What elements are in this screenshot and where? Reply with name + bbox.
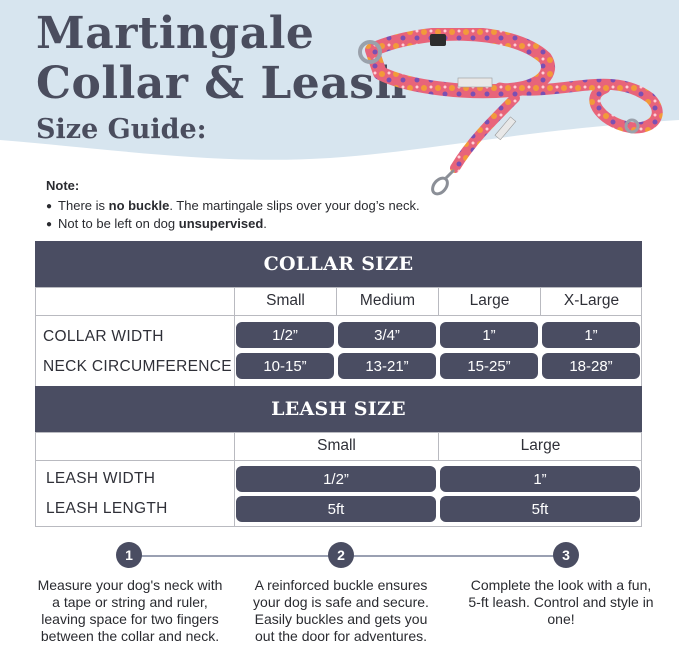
- divider: [35, 460, 642, 461]
- neck-circ-small: 10-15”: [236, 353, 334, 379]
- collar-width-large: 1”: [440, 322, 538, 348]
- collar-width-xlarge: 1”: [542, 322, 640, 348]
- step-1-text: Measure your dog's neck with a tape or string and ruler, leaving space for two fingers between the collar and neck.: [37, 577, 223, 644]
- collar-size-small: Small: [266, 292, 305, 309]
- leash-length-large: 5ft: [440, 496, 640, 522]
- leash-width-label: LEASH WIDTH: [46, 470, 156, 487]
- step-1-number: 1: [116, 542, 142, 568]
- leash-width-small: 1/2”: [236, 466, 436, 492]
- step-3-number: 3: [553, 542, 579, 568]
- leash-length-label: LEASH LENGTH: [46, 500, 168, 517]
- step-3-text: Complete the look with a fun, 5-ft leash. Control and style in one!: [468, 577, 654, 627]
- note-bullet-1-pre: There is: [58, 198, 109, 213]
- collar-leash-image: [350, 28, 670, 198]
- leash-size-heading: LEASH SIZE: [35, 386, 642, 432]
- title-line-2: Collar & Leash: [36, 58, 408, 109]
- step-2-text: A reinforced buckle ensures your dog is safe and secure. Easily buckles and gets you out the door for adventures.: [253, 577, 429, 644]
- note-bullet-2-post: .: [263, 216, 267, 231]
- collar-width-label: COLLAR WIDTH: [43, 328, 164, 345]
- neck-circ-medium: 13-21”: [338, 353, 436, 379]
- leash-length-small: 5ft: [236, 496, 436, 522]
- note-bullet-1-post: . The martingale slips over your dog’s neck.: [169, 198, 420, 213]
- note-section: [46, 178, 420, 234]
- note-bullet-2-pre: Not to be left on dog: [58, 216, 179, 231]
- neck-circumference-label: NECK CIRCUMFERENCE: [43, 358, 232, 375]
- leash-size-large: Large: [520, 437, 561, 454]
- title-subtitle: Size Guide:: [36, 114, 207, 145]
- collar-size-xlarge: X-Large: [563, 292, 620, 309]
- collar-width-small: 1/2”: [236, 322, 334, 348]
- collar-size-large: Large: [469, 292, 510, 309]
- divider: [35, 315, 642, 316]
- note-bullet-1: [46, 198, 420, 213]
- title-line-1: Martingale: [36, 8, 315, 59]
- leash-width-large: 1”: [440, 466, 640, 492]
- neck-circ-large: 15-25”: [440, 353, 538, 379]
- note-bullet-1-bold: no buckle: [108, 198, 170, 213]
- collar-size-medium: Medium: [359, 292, 416, 309]
- collar-width-medium: 3/4”: [338, 322, 436, 348]
- note-bullet-2-bold: unsupervised: [178, 216, 264, 231]
- collar-size-heading: COLLAR SIZE: [35, 241, 642, 287]
- note-heading: Note:: [46, 178, 80, 193]
- step-2-number: 2: [328, 542, 354, 568]
- leash-size-small: Small: [317, 437, 356, 454]
- neck-circ-xlarge: 18-28”: [542, 353, 640, 379]
- note-bullet-2: [46, 216, 420, 231]
